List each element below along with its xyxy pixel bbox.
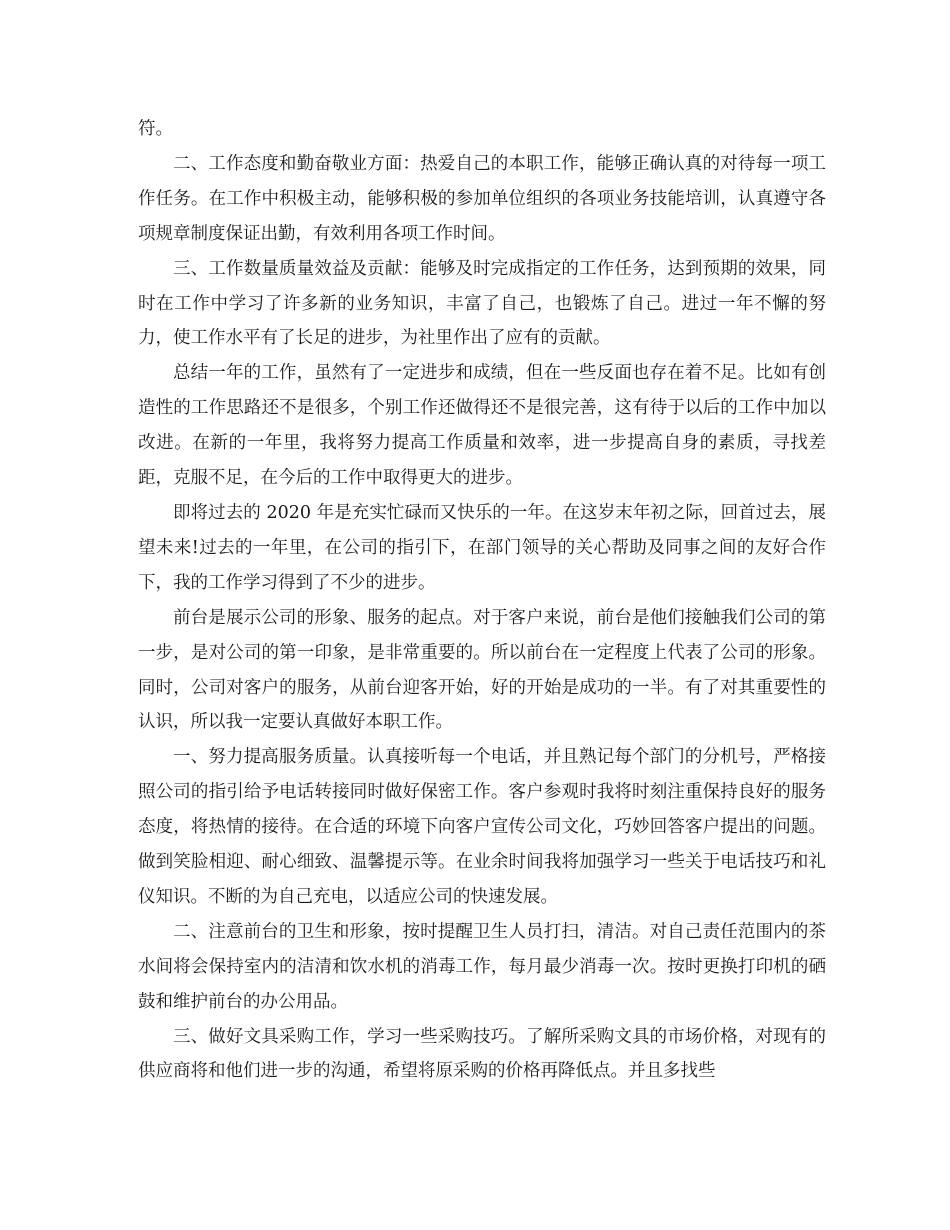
paragraph: 总结一年的工作，虽然有了一定进步和成绩，但在一些反面也存在着不足。比如有创造性的工作思路还不是很多，个别工作还做得还不是很完善，这有待于以后的工作中加以改进。在新的一年里，我将努力提高工作质量和效率，进一步提高自身的素质，寻找差距，克服不足，在今后的工作中取得更大的进步。 (138, 363, 826, 489)
paragraph: 即将过去的 2020 年是充实忙碌而又快乐的一年。在这岁末年初之际，回首过去，展望未来!过去的一年里，在公司的指引下，在部门领导的关心帮助及同事之间的友好合作下，我的工作学习得到了不少的进步。 (138, 502, 826, 593)
paragraph: 三、做好文具采购工作，学习一些采购技巧。了解所采购文具的市场价格，对现有的供应商将和他们进一步的沟通，希望将原采购的价格再降低点。并且多找些 (138, 1026, 826, 1082)
paragraph: 一、努力提高服务质量。认真接听每一个电话，并且熟记每个部门的分机号，严格接照公司的指引给予电话转接同时做好保密工作。客户参观时我将时刻注重保持良好的服务态度，将热情的接待。在合适的环境下向客户宣传公司文化，巧妙回答客户提出的问题。做到笑脸相迎、耐心细致、温馨提示等。在业余时间我将加强学习一些关于电话技巧和礼仪知识。不断的为自己充电，以适应公司的快速发展。 (138, 747, 826, 907)
paragraph: 二、注意前台的卫生和形象，按时提醒卫生人员打扫，清洁。对自己责任范围内的茶水间将会保持室内的洁清和饮水机的消毒工作，每月最少消毒一次。按时更换打印机的硒鼓和维护前台的办公用品。 (138, 921, 826, 1012)
paragraph: 前台是展示公司的形象、服务的起点。对于客户来说，前台是他们接触我们公司的第一步，是对公司的第一印象，是非常重要的。所以前台在一定程度上代表了公司的形象。同时，公司对客户的服务，从前台迎客开始，好的开始是成功的一半。有了对其重要性的认识，所以我一定要认真做好本职工作。 (138, 607, 826, 733)
paragraph: 二、工作态度和勤奋敬业方面：热爱自己的本职工作，能够正确认真的对待每一项工作任务。在工作中积极主动，能够积极的参加单位组织的各项业务技能培训，认真遵守各项规章制度保证出勤，有效利用各项工作时间。 (138, 153, 826, 244)
document-body (138, 112, 826, 1089)
paragraph: 符。 (138, 119, 173, 139)
paragraph: 三、工作数量质量效益及贡献：能够及时完成指定的工作任务，达到预期的效果，同时在工作中学习了许多新的业务知识，丰富了自己，也锻炼了自己。进过一年不懈的努力，使工作水平有了长足的进步，为社里作出了应有的贡献。 (138, 258, 826, 349)
